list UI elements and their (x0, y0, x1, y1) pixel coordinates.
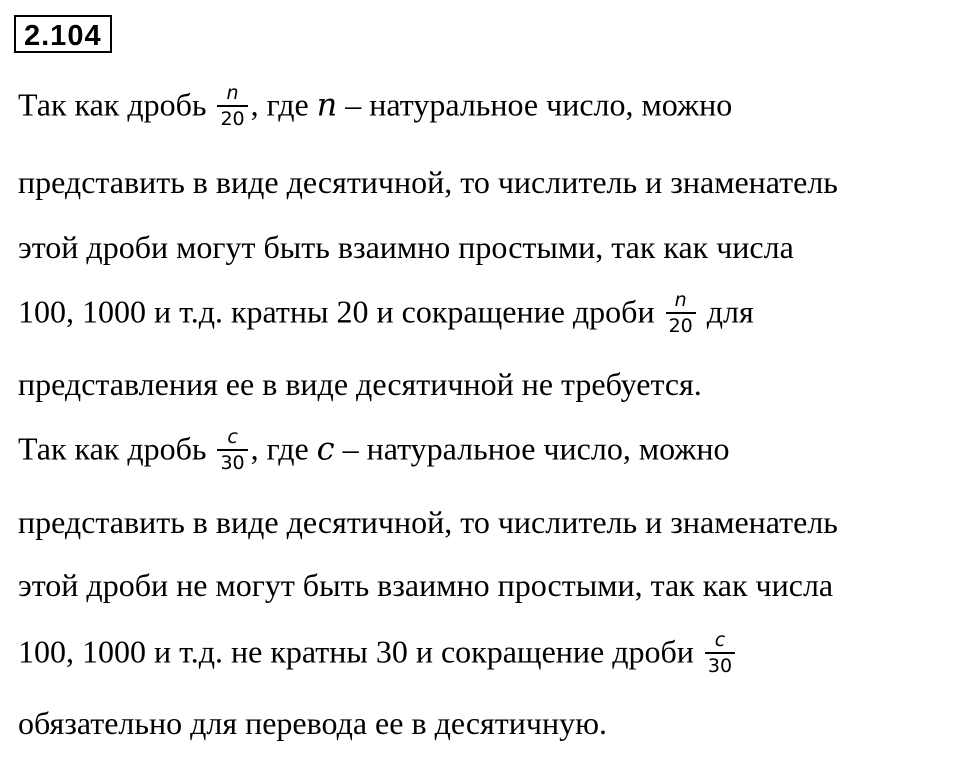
fraction-numerator: n (666, 289, 696, 314)
problem-number: 2.104 (14, 15, 112, 53)
text-line-10: обязательно для перевода ее в десятичную. (18, 705, 607, 741)
text-line-8: этой дроби не могут быть взаимно простыми, так как числа (18, 567, 834, 603)
text-segment: 100, 1000 и т.д. кратны 20 и сокращение дроби (18, 293, 655, 330)
fraction-denominator: 30 (220, 452, 245, 474)
text-segment: – натуральное число, можно (345, 86, 733, 123)
fraction-c-30 (217, 426, 247, 474)
text-line-1 (18, 84, 732, 132)
text-line-3: этой дроби могут быть взаимно простыми, так как числа (18, 229, 794, 265)
text-line-4 (18, 291, 754, 339)
fraction-c-30 (705, 629, 735, 677)
text-segment: для (706, 293, 754, 330)
fraction-numerator: c (705, 629, 735, 654)
fraction-denominator: 20 (668, 315, 693, 337)
fraction-denominator: 30 (707, 655, 733, 677)
fraction-denominator: 20 (220, 108, 245, 130)
fraction-numerator: n (217, 82, 247, 107)
fraction-numerator: c (217, 426, 247, 451)
variable: n (316, 85, 338, 124)
text-segment: Так как дробь (18, 430, 207, 467)
text-line-2: представить в виде десятичной, то числитель и знаменатель (18, 164, 838, 200)
text-line-7: представить в виде десятичной, то числитель и знаменатель (18, 504, 838, 540)
text-segment: 100, 1000 и т.д. не кратны 30 и сокращение дроби (18, 633, 694, 670)
text-segment: – натуральное число, можно (342, 430, 730, 467)
text-segment: Так как дробь (18, 86, 207, 123)
fraction-n-20 (666, 289, 696, 337)
variable: c (316, 429, 335, 468)
text-line-9 (18, 631, 738, 679)
text-segment: , где (250, 86, 309, 123)
text-line-5: представления ее в виде десятичной не требуется. (18, 366, 702, 402)
text-line-6 (18, 428, 730, 476)
fraction-n-20 (217, 82, 247, 130)
text-segment: , где (250, 430, 309, 467)
